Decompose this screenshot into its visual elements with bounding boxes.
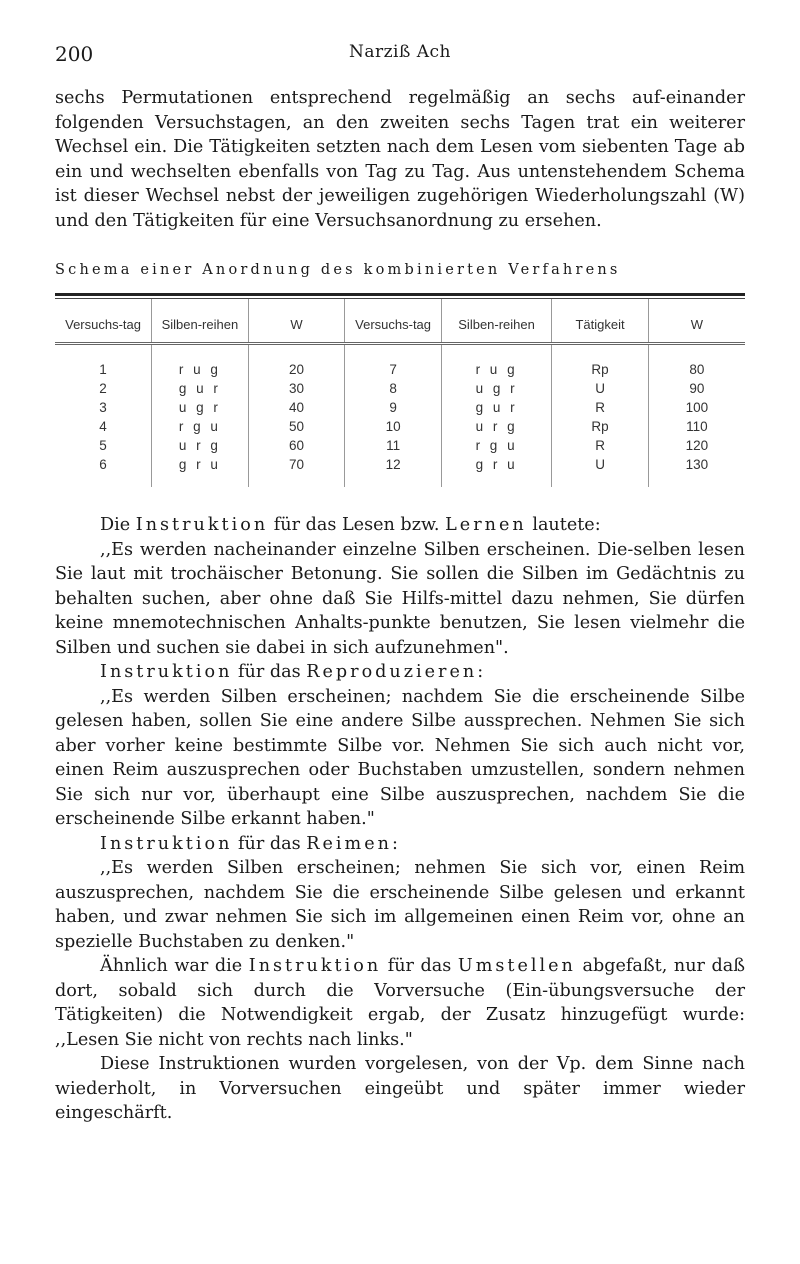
emphasized-term: Umstellen	[457, 956, 576, 976]
instruction-reimen-heading	[55, 832, 745, 857]
intro-text: sechs Permutationen entsprechend regelmäßig an sechs auf-einander folgenden Versuchstagen, an den zweiten sechs Tagen trat ein weiterer Wechsel ein. Die Tätigkeiten setzten nach dem Lesen vom siebenten Tage ab ein und wechselten ebenfalls von Tag zu Tag. Aus untenstehendem Schema ist dieser Wechsel nebst der jeweiligen zugehörigen Wiederholungszahl (W) und den Tätigkeiten für eine Versuchsanordnung zu ersehen.	[55, 88, 745, 231]
col-header-w-1: W	[248, 299, 345, 344]
table-cell: 90	[648, 379, 745, 398]
emphasized-term: Reproduzieren:	[306, 662, 487, 682]
table-cell: 7	[345, 344, 442, 380]
emphasized-term: Instruktion	[100, 662, 233, 682]
table-cell: r u g	[441, 344, 551, 380]
table-header-row	[55, 299, 745, 344]
table-cell: U	[552, 455, 649, 487]
table-cell: 70	[248, 455, 345, 487]
col-header-silbenreihen-1: Silben-reihen	[152, 299, 249, 344]
table-row	[55, 379, 745, 398]
text-run: für das	[238, 833, 301, 854]
table-cell: 1	[99, 362, 107, 377]
table-cell: 20	[248, 344, 345, 380]
table-cell: 5	[99, 438, 107, 453]
col-header-w-2: W	[648, 299, 745, 344]
table-cell: 60	[248, 436, 345, 455]
emphasized-term: Reimen:	[306, 833, 401, 854]
table-row	[55, 344, 745, 380]
table-row	[55, 436, 745, 455]
table-cell: 2	[99, 381, 107, 396]
table-cell: Rp	[552, 344, 649, 380]
table-cell: U	[552, 379, 649, 398]
text-run: Die	[100, 515, 131, 535]
page-number: 200	[55, 42, 94, 66]
table-cell: 130	[648, 455, 745, 487]
table-cell: u r g	[441, 417, 551, 436]
table-cell: g r u	[152, 455, 249, 487]
col-header-versuchstag-1: Versuchs-tag	[65, 317, 141, 332]
text-run: abgefaßt, nur daß dort, sobald sich durch die Vorversuche (Ein-übungsversuche der Tätigkeiten) die Notwendigkeit ergab, der Zusatz hinzugefügt wurde: ,,Lesen Sie nicht von rechts nach links."	[55, 956, 745, 1050]
closing-paragraph: Diese Instruktionen wurden vorgelesen, von der Vp. dem Sinne nach wiederholt, in Vorversuchen eingeübt und später immer wieder eingeschärft.	[55, 1054, 745, 1123]
instruction-reproduzieren-heading	[55, 660, 745, 685]
table-cell: 3	[99, 400, 107, 415]
table-cell: 30	[248, 379, 345, 398]
schema-table	[55, 299, 745, 487]
page-header	[55, 42, 745, 68]
text-run: für das	[238, 662, 301, 682]
col-header-taetigkeit: Tätigkeit	[552, 299, 649, 344]
table-cell: g u r	[152, 379, 249, 398]
table-cell: u r g	[152, 436, 249, 455]
instruction-reimen-text: ,,Es werden Silben erscheinen; nehmen Sie sich vor, einen Reim auszusprechen, nachdem Sie die erscheinende Silbe gelesen und erkannt haben, und zwar nehmen Sie sich im allgemeinen einen Reim vor, ohne an spezielle Buchstaben zu denken."	[55, 858, 745, 952]
instruction-lesen-heading	[55, 513, 745, 538]
table-cell: 10	[345, 417, 442, 436]
instruction-reproduzieren-text: ,,Es werden Silben erscheinen; nachdem Sie die erscheinende Silbe gelesen haben, sollen Sie eine andere Silbe aussprechen. Nehmen Sie sich aber vorher keine bestimmte Silbe vor. Nehmen Sie sich auch nicht vor, einen Reim auszusprechen oder Buchstaben umzustellen, sondern nehmen Sie sich nur vor, überhaupt eine Silbe auszusprechen, nachdem Sie die erscheinende Silbe erkannt haben."	[55, 686, 745, 829]
schema-title: Schema einer Anordnung des kombinierten Verfahrens	[55, 262, 621, 278]
table-cell: r g u	[441, 436, 551, 455]
table-cell: 80	[648, 344, 745, 380]
emphasized-term: Instruktion	[248, 956, 382, 976]
intro-paragraph	[55, 86, 745, 233]
table-row	[55, 417, 745, 436]
instructions-section	[55, 513, 745, 1126]
text-run: Ähnlich war die	[100, 956, 243, 976]
col-header-versuchstag-2: Versuchs-tag	[345, 299, 442, 344]
text-run: lautete:	[532, 515, 601, 535]
table-cell: R	[552, 398, 649, 417]
table-cell: r g u	[152, 417, 249, 436]
schema-table-wrapper	[55, 293, 745, 487]
table-cell: 120	[648, 436, 745, 455]
running-head: Narziß Ach	[348, 42, 452, 62]
table-row	[55, 455, 745, 487]
emphasized-term: Instruktion	[100, 833, 233, 854]
instruction-umstellen-paragraph	[55, 954, 745, 1052]
table-row	[55, 398, 745, 417]
table-cell: 6	[99, 457, 107, 472]
emphasized-term: Lernen	[445, 515, 527, 535]
table-cell: r u g	[152, 344, 249, 380]
instruction-lesen-text: ,,Es werden nacheinander einzelne Silben erscheinen. Die-selben lesen Sie laut mit trochäischer Betonung. Sie sollen die Silben im Gedächtnis zu behalten suchen, aber ohne daß Sie Hilfs-mittel dazu nehmen, Sie dürfen keine mnemotechnischen Anhalts-punkte benutzen, Sie lesen vielmehr die Silben und suchen sie dabei in sich aufzunehmen".	[55, 539, 745, 658]
emphasized-term: Instruktion	[135, 515, 269, 535]
table-cell: g r u	[441, 455, 551, 487]
table-top-rule	[55, 293, 745, 296]
table-cell: 4	[99, 419, 107, 434]
table-cell: 110	[648, 417, 745, 436]
table-cell: R	[552, 436, 649, 455]
table-cell: 50	[248, 417, 345, 436]
table-cell: 8	[345, 379, 442, 398]
table-cell: 12	[345, 455, 442, 487]
col-header-silbenreihen-2: Silben-reihen	[441, 299, 551, 344]
table-cell: 100	[648, 398, 745, 417]
table-cell: 9	[345, 398, 442, 417]
table-cell: 11	[345, 436, 442, 455]
table-cell: 40	[248, 398, 345, 417]
text-run: für das	[387, 956, 452, 976]
table-cell: u g r	[152, 398, 249, 417]
table-cell: Rp	[552, 417, 649, 436]
table-cell: g u r	[441, 398, 551, 417]
table-cell: u g r	[441, 379, 551, 398]
text-run: für das Lesen bzw.	[273, 515, 440, 535]
